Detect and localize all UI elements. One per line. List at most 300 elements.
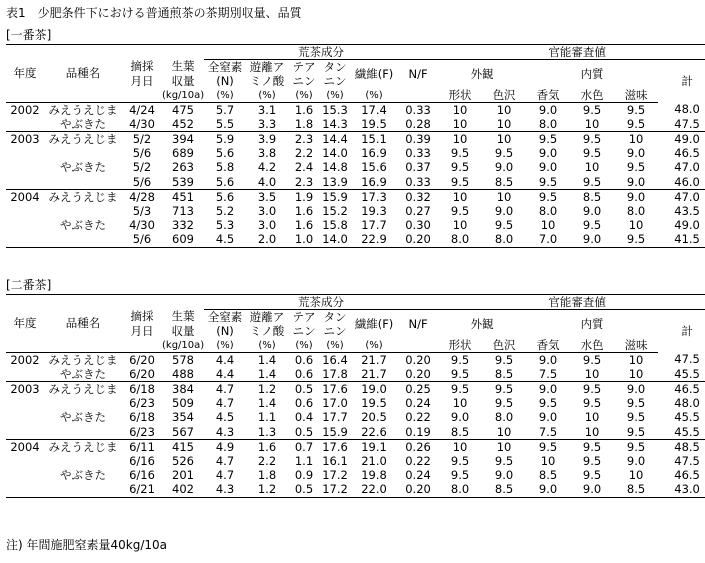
cell-th: 0.6 [294, 396, 314, 411]
cell-taste: 10 [628, 468, 644, 483]
cell-tn: 5.2 [215, 204, 235, 218]
cell-fa: 1.4 [257, 367, 277, 381]
table-row [6, 483, 705, 498]
cell-aroma: 9.0 [538, 352, 558, 367]
cell-shape: 9.0 [450, 410, 470, 425]
cell-aroma: 7.0 [526, 233, 570, 248]
cell-tn: 5.3 [215, 218, 235, 233]
header-inner-quality: 内質 [580, 66, 604, 81]
header-tannin-2: ニン [323, 324, 347, 338]
table-row [6, 469, 705, 483]
cell-tn: 5.5 [215, 117, 235, 131]
cell-yield: 509 [172, 396, 194, 411]
cell-fa: 2.0 [246, 233, 288, 248]
cell-year [6, 147, 44, 161]
cell-th: 2.3 [288, 132, 320, 147]
table-row [6, 103, 705, 118]
cell-shape: 9.5 [438, 382, 482, 397]
cell-shape: 10 [452, 218, 468, 233]
cell-nf: 0.20 [405, 367, 431, 381]
cell-total: 48.0 [674, 102, 700, 117]
cell-color: 8.5 [482, 483, 526, 498]
cell-taste: 9.0 [626, 174, 646, 189]
cell-total: 48.0 [674, 396, 700, 411]
cell-water: 9.0 [570, 233, 614, 248]
cell-tn: 5.6 [215, 174, 235, 189]
cell-fb: 17.4 [361, 102, 387, 117]
cell-shape: 8.0 [438, 233, 482, 248]
cell-aroma: 7.5 [538, 367, 558, 381]
cell-nf: 0.33 [405, 102, 431, 117]
cell-cultivar [44, 454, 122, 468]
header-shape: 形状 [438, 338, 482, 353]
cell-th: 1.6 [294, 218, 314, 233]
header-water: 水色 [570, 88, 614, 103]
cell-water: 9.5 [582, 454, 602, 468]
cell-shape: 10 [438, 190, 482, 205]
cell-ta: 17.8 [322, 367, 348, 381]
cell-taste: 9.0 [626, 454, 646, 468]
header-aroma: 香気 [526, 338, 570, 353]
cell-aroma: 9.0 [526, 483, 570, 498]
cell-total: 47.5 [674, 454, 700, 468]
cell-cultivar: みえうえじま [44, 132, 122, 147]
cell-nf: 0.39 [398, 132, 438, 147]
cell-fb: 21.7 [361, 352, 387, 367]
cell-taste: 9.5 [626, 117, 646, 131]
cell-nf: 0.22 [405, 410, 431, 425]
cell-yield: 452 [172, 117, 194, 131]
table-row [6, 454, 705, 468]
header-taste: 滋味 [614, 338, 658, 353]
table-row [6, 117, 705, 132]
cell-fa: 1.8 [257, 468, 277, 483]
cell-color: 8.5 [494, 174, 514, 189]
cell-ta: 15.9 [320, 190, 350, 205]
cell-color: 8.5 [494, 367, 514, 381]
cell-fb: 15.1 [350, 132, 398, 147]
cell-color: 8.0 [494, 410, 514, 425]
cell-nf: 0.20 [398, 483, 438, 498]
cell-year: 2003 [6, 382, 44, 397]
header-nf: N/F [408, 66, 428, 81]
cell-taste: 9.5 [626, 102, 646, 117]
cell-fb: 22.0 [350, 483, 398, 498]
cell-aroma: 9.5 [526, 440, 570, 455]
cell-aroma: 9.5 [538, 174, 558, 189]
cell-yield: 451 [162, 190, 204, 205]
cell-yield: 609 [162, 233, 204, 248]
cell-ta: 14.3 [322, 117, 348, 131]
header-appearance: 外観 [470, 316, 494, 331]
header-theanine: テア [292, 59, 316, 74]
cell-water: 10 [584, 424, 600, 439]
cell-shape: 9.5 [450, 146, 470, 161]
cell-fb: 21.0 [361, 454, 387, 468]
cell-date: 6/16 [129, 454, 155, 468]
cell-fa: 2.2 [257, 454, 277, 468]
cell-year [6, 233, 44, 248]
header-blank [6, 295, 204, 310]
cell-color: 9.0 [494, 160, 514, 175]
cell-nf: 0.25 [398, 382, 438, 397]
cell-cultivar [44, 397, 122, 411]
cell-fa: 3.5 [246, 190, 288, 205]
cell-cultivar: みえうえじま [48, 102, 118, 117]
table-row [6, 425, 705, 440]
cell-fb: 16.9 [361, 174, 387, 189]
cell-shape: 8.5 [450, 424, 470, 439]
header-color: 色沢 [482, 88, 526, 103]
cell-water: 9.5 [582, 468, 602, 483]
cell-fa: 3.3 [257, 117, 277, 131]
cell-total: 48.5 [658, 440, 705, 455]
cell-year: 2003 [6, 132, 44, 147]
cell-aroma: 9.0 [538, 410, 558, 425]
cell-water: 8.5 [570, 190, 614, 205]
cell-date: 6/18 [129, 410, 155, 425]
header-blank [44, 88, 122, 103]
cell-yield: 488 [172, 367, 194, 381]
cell-nf: 0.33 [405, 146, 431, 161]
cell-date: 5/6 [122, 233, 162, 248]
cell-total: 46.5 [658, 382, 705, 397]
header-unit-ta: (%) [320, 88, 350, 103]
cell-taste: 9.5 [614, 440, 658, 455]
cell-tn: 4.7 [204, 382, 246, 397]
first-flush-table [6, 44, 705, 248]
header-theanine: テア [292, 309, 316, 324]
cell-yield: 526 [172, 454, 194, 468]
cell-th: 1.6 [294, 102, 314, 117]
cell-water: 9.5 [582, 396, 602, 411]
cell-aroma: 9.0 [538, 160, 558, 175]
header-total-nitrogen-2: (N) [216, 74, 234, 88]
cell-nf: 0.27 [405, 204, 431, 218]
cell-cultivar: やぶきた [60, 117, 106, 131]
cell-yield: 415 [162, 440, 204, 455]
cell-ta: 17.2 [322, 468, 348, 483]
cell-color: 8.0 [482, 233, 526, 248]
header-appearance: 外観 [470, 66, 494, 81]
header-yield-unit: (kg/10a) [162, 339, 204, 351]
cell-shape: 10 [438, 132, 482, 147]
cell-color: 9.5 [482, 382, 526, 397]
header-yield-2: 収量 [171, 74, 195, 88]
cell-cultivar: みえうえじま [44, 440, 122, 455]
cell-date: 6/23 [129, 424, 155, 439]
cell-water: 9.0 [582, 204, 602, 218]
cell-ta: 17.0 [322, 396, 348, 411]
header-free-amino-2: ミノ酸 [249, 324, 285, 338]
cell-shape: 9.5 [450, 367, 470, 381]
cell-cultivar [44, 425, 122, 440]
section-label-second-flush: [二番茶] [6, 278, 52, 292]
cell-tn: 4.3 [204, 483, 246, 498]
cell-shape: 9.5 [450, 454, 470, 468]
cell-ta: 14.0 [320, 233, 350, 248]
cell-cultivar [44, 233, 122, 248]
table-row [6, 147, 705, 161]
cell-date: 6/20 [129, 367, 155, 381]
cell-nf: 0.26 [398, 440, 438, 455]
cell-year [6, 117, 44, 132]
cell-shape: 9.5 [450, 468, 470, 483]
cell-tn: 5.6 [204, 190, 246, 205]
cell-water: 9.5 [582, 352, 602, 367]
cell-water: 9.5 [582, 146, 602, 161]
cell-aroma: 9.5 [526, 190, 570, 205]
cell-yield: 201 [172, 468, 194, 483]
cell-water: 9.0 [570, 483, 614, 498]
cell-ta: 17.6 [320, 440, 350, 455]
cell-taste: 9.0 [614, 382, 658, 397]
header-unit-ta: (%) [320, 338, 350, 353]
cell-water: 9.5 [582, 218, 602, 233]
second-flush-table [6, 294, 705, 498]
cell-fa: 3.9 [246, 132, 288, 147]
cell-year [6, 454, 44, 468]
cell-date: 6/20 [129, 352, 155, 367]
header-water: 水色 [570, 338, 614, 353]
header-date-1: 摘採 [130, 309, 154, 324]
cell-year [6, 425, 44, 440]
cell-aroma: 10 [540, 454, 556, 468]
cell-fa: 1.1 [257, 410, 277, 425]
cell-ta: 15.9 [322, 424, 348, 439]
cell-cultivar: やぶきた [60, 218, 106, 233]
cell-total: 43.5 [674, 204, 700, 218]
cell-cultivar [44, 204, 122, 218]
cell-year [6, 411, 44, 425]
cell-year [6, 175, 44, 190]
cell-total: 47.5 [674, 352, 700, 367]
header-free-amino: 遊離ア [249, 309, 285, 324]
table-row [6, 175, 705, 190]
header-theanine-2: ニン [292, 74, 316, 88]
cell-yield: 689 [172, 146, 194, 161]
cell-fb: 21.7 [361, 367, 387, 381]
section-label-first-flush: [一番茶] [6, 28, 52, 42]
cell-cultivar: みえうえじま [44, 382, 122, 397]
cell-fa: 1.4 [257, 352, 277, 367]
cell-year: 2004 [6, 190, 44, 205]
header-fiber: 繊維(F) [354, 316, 394, 331]
cell-date: 6/21 [122, 483, 162, 498]
header-blank [398, 338, 438, 353]
cell-yield: 567 [172, 424, 194, 439]
footnote: 注) 年間施肥窒素量40kg/10a [6, 538, 167, 552]
header-total-nitrogen-2: (N) [216, 324, 234, 338]
header-date-2: 月日 [130, 74, 154, 88]
cell-water: 10 [584, 410, 600, 425]
cell-shape: 10 [452, 396, 468, 411]
cell-date: 5/3 [132, 204, 152, 218]
cell-th: 0.5 [288, 382, 320, 397]
cell-year [6, 397, 44, 411]
cell-total: 45.5 [674, 367, 700, 381]
cell-fa: 1.2 [246, 382, 288, 397]
cell-shape: 10 [452, 102, 468, 117]
cell-water: 10 [584, 117, 600, 131]
header-unit-fb: (%) [350, 338, 398, 353]
cell-tn: 4.7 [215, 468, 235, 483]
cell-year: 2002 [10, 352, 40, 367]
cell-date: 4/30 [129, 117, 155, 131]
cell-fb: 19.1 [350, 440, 398, 455]
cell-tn: 4.4 [215, 367, 235, 381]
cell-nf: 0.20 [398, 233, 438, 248]
cell-yield: 713 [172, 204, 194, 218]
cell-th: 0.4 [294, 410, 314, 425]
header-blank [122, 338, 162, 353]
cell-aroma: 9.5 [538, 396, 558, 411]
header-blank [6, 45, 204, 60]
header-total-nitrogen: 全窒素 [207, 309, 243, 324]
cell-fb: 17.3 [350, 190, 398, 205]
cell-tn: 4.5 [215, 410, 235, 425]
cell-nf: 0.19 [405, 424, 431, 439]
cell-tn: 4.7 [215, 396, 235, 411]
cell-fb: 22.9 [350, 233, 398, 248]
cell-yield: 332 [172, 218, 194, 233]
cell-aroma: 9.5 [526, 132, 570, 147]
cell-aroma: 8.0 [538, 204, 558, 218]
cell-nf: 0.24 [405, 396, 431, 411]
header-total-nitrogen: 全窒素 [207, 59, 243, 74]
cell-fb: 17.7 [361, 218, 387, 233]
table-row [6, 353, 705, 368]
cell-date: 5/6 [132, 146, 152, 161]
header-free-amino: 遊離ア [249, 59, 285, 74]
header-unit-fa: (%) [246, 338, 288, 353]
cell-date: 4/30 [129, 218, 155, 233]
cell-color: 10 [496, 117, 512, 131]
cell-date: 6/18 [122, 382, 162, 397]
cell-date: 6/11 [122, 440, 162, 455]
header-nf: N/F [408, 316, 428, 331]
cell-nf: 0.22 [405, 454, 431, 468]
cell-taste: 8.5 [614, 483, 658, 498]
table-row [6, 233, 705, 248]
cell-total: 47.0 [658, 190, 705, 205]
cell-fb: 19.8 [361, 468, 387, 483]
cell-shape: 9.5 [450, 204, 470, 218]
cell-tn: 4.5 [204, 233, 246, 248]
table-row [6, 382, 705, 397]
header-inner-quality: 内質 [580, 316, 604, 331]
cell-yield: 475 [172, 102, 194, 117]
cell-color: 10 [482, 440, 526, 455]
cell-water: 9.5 [570, 382, 614, 397]
cell-year [6, 219, 44, 233]
cell-year [6, 161, 44, 175]
cell-total: 46.0 [674, 174, 700, 189]
header-shape: 形状 [438, 88, 482, 103]
cell-aroma: 8.0 [538, 117, 558, 131]
cell-ta: 15.8 [322, 218, 348, 233]
cell-th: 1.8 [294, 117, 314, 131]
cell-nf: 0.28 [405, 117, 431, 131]
cell-taste: 9.0 [626, 146, 646, 161]
cell-cultivar [44, 483, 122, 498]
cell-ta: 13.9 [322, 174, 348, 189]
header-total: 計 [681, 73, 693, 88]
header-color: 色沢 [482, 338, 526, 353]
cell-th: 1.6 [294, 204, 314, 218]
cell-taste: 9.5 [626, 396, 646, 411]
cell-cultivar: やぶきた [60, 468, 106, 483]
cell-th: 0.5 [288, 483, 320, 498]
cell-ta: 17.2 [320, 483, 350, 498]
cell-year: 2002 [10, 102, 40, 117]
cell-fa: 4.0 [257, 174, 277, 189]
cell-yield: 384 [162, 382, 204, 397]
header-tannin: タン [323, 309, 347, 324]
cell-th: 2.4 [294, 160, 314, 175]
cell-color: 9.0 [494, 468, 514, 483]
cell-total: 49.0 [658, 132, 705, 147]
header-unit-tn: (%) [204, 338, 246, 353]
cell-taste: 9.5 [626, 424, 646, 439]
cell-fb: 22.6 [361, 424, 387, 439]
cell-year [6, 367, 44, 382]
cell-fa: 1.3 [257, 424, 277, 439]
cell-total: 49.0 [674, 218, 700, 233]
header-cultivar: 品種名 [65, 66, 101, 81]
header-year: 年度 [13, 316, 37, 331]
table-row [6, 219, 705, 233]
header-date-1: 摘採 [130, 59, 154, 74]
cell-tn: 5.8 [215, 160, 235, 175]
cell-nf: 0.32 [398, 190, 438, 205]
header-unit-th: (%) [288, 88, 320, 103]
header-sensory-evaluation: 官能審査値 [438, 45, 705, 60]
cell-color: 9.5 [494, 454, 514, 468]
cell-nf: 0.30 [405, 218, 431, 233]
cell-yield: 354 [172, 410, 194, 425]
cell-year [6, 483, 44, 498]
cell-total: 45.5 [674, 410, 700, 425]
cell-taste: 9.5 [626, 160, 646, 175]
header-tannin: タン [323, 59, 347, 74]
cell-ta: 14.8 [322, 160, 348, 175]
cell-fb: 19.5 [361, 117, 387, 131]
header-yield-2: 収量 [171, 324, 195, 338]
cell-ta: 16.1 [322, 454, 348, 468]
cell-date: 5/2 [122, 132, 162, 147]
cell-fa: 1.2 [246, 483, 288, 498]
cell-th: 0.7 [288, 440, 320, 455]
cell-th: 2.3 [294, 174, 314, 189]
cell-date: 5/6 [132, 174, 152, 189]
cell-th: 1.0 [288, 233, 320, 248]
cell-fb: 16.9 [361, 146, 387, 161]
table-row [6, 204, 705, 218]
cell-total: 45.5 [674, 424, 700, 439]
cell-taste: 10 [628, 218, 644, 233]
cell-tn: 4.9 [204, 440, 246, 455]
cell-water: 10 [584, 367, 600, 381]
cell-fb: 19.5 [361, 396, 387, 411]
header-blank [6, 338, 44, 353]
table-row [6, 440, 705, 455]
header-chemical-composition: 荒茶成分 [204, 295, 438, 310]
cell-cultivar: みえうえじま [44, 190, 122, 205]
cell-fa: 3.8 [257, 146, 277, 161]
cell-date: 6/23 [129, 396, 155, 411]
cell-water: 9.5 [570, 132, 614, 147]
